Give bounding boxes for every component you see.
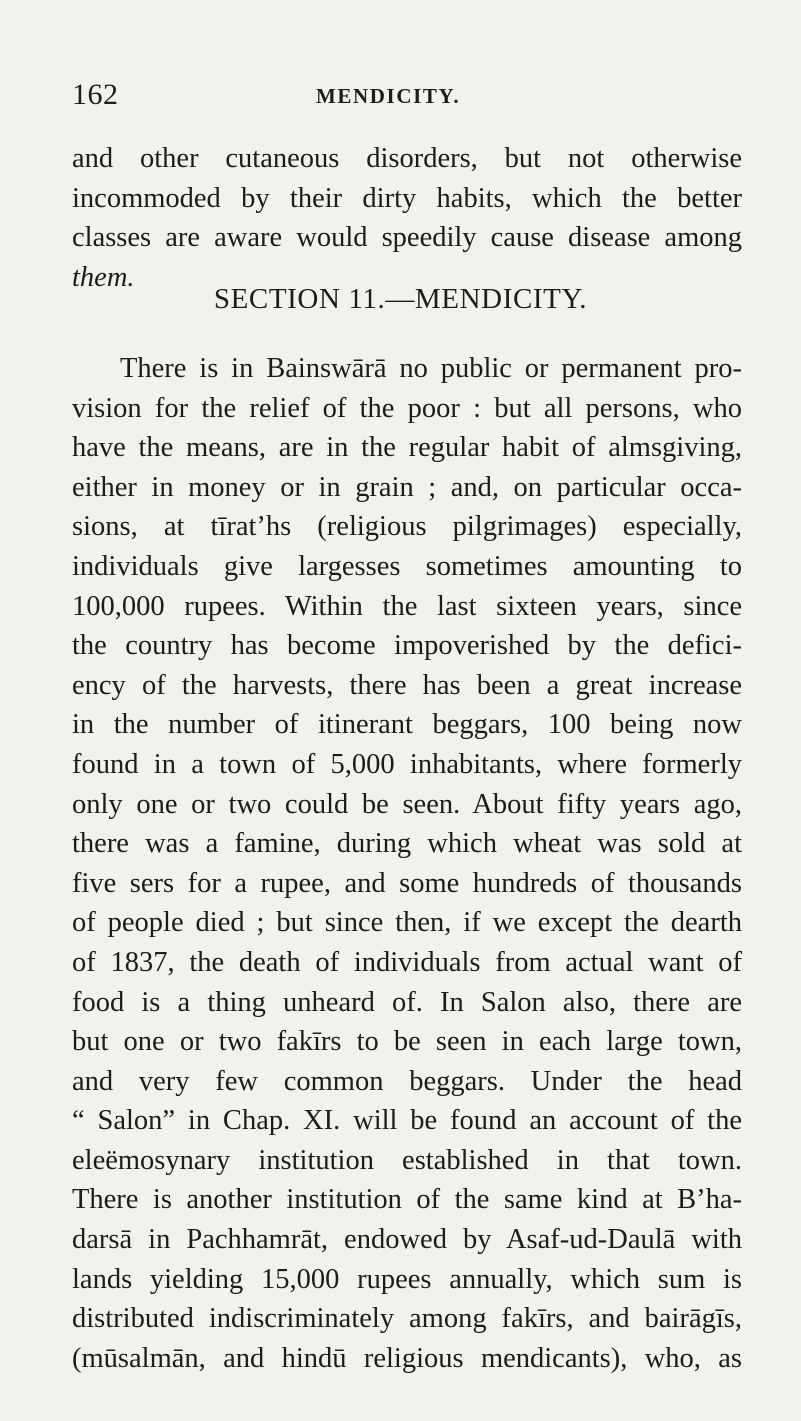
text-line: “ Salon” in Chap. XI. will be found an account of the [72, 1105, 742, 1137]
section-heading: SECTION 11.—MENDICITY. [213, 283, 588, 315]
text-line: lands yielding 15,000 rupees annually, which sum is [72, 1263, 742, 1295]
text-line: only one or two could be seen. About fifty years ago, [72, 788, 742, 820]
text-line: vision for the relief of the poor : but all persons, who [72, 392, 742, 424]
italic-word: them. [72, 261, 135, 293]
continuation-paragraph [72, 139, 742, 297]
text-line: individuals give largesses sometimes amounting to [72, 550, 742, 582]
text-line: found in a town of 5,000 inhabitants, where formerly [72, 748, 742, 780]
text-line: and very few common beggars. Under the head [72, 1065, 742, 1097]
text-line: eleëmosynary institution established in that town. [72, 1144, 742, 1176]
text-line: There is another institution of the same kind at B’ha- [72, 1184, 742, 1216]
text-line: (mūsalmān, and hindū religious mendicants), who, as [72, 1342, 742, 1374]
text-line: distributed indiscriminately among fakīrs, and bairāgīs, [72, 1303, 742, 1335]
text-line: There is in Bainswārā no public or permanent pro- [120, 353, 742, 384]
text-line: there was a famine, during which wheat was sold at [72, 828, 742, 860]
text-line: five sers for a rupee, and some hundreds of thousands [72, 867, 742, 899]
text-line: but one or two fakīrs to be seen in each large town, [72, 1026, 742, 1058]
page-number: 162 [72, 78, 119, 111]
text-line: 100,000 rupees. Within the last sixteen years, since [72, 590, 742, 622]
running-head [0, 78, 801, 118]
text-line: in the number of itinerant beggars, 100 being now [72, 709, 742, 741]
text-line: have the means, are in the regular habit of almsgiving, [72, 432, 742, 464]
running-title: MENDICITY. [316, 84, 461, 108]
text-line: darsā in Pachhamrāt, endowed by Asaf-ud-Daulā with [72, 1224, 742, 1256]
text-line: either in money or in grain ; and, on particular occa- [72, 471, 742, 503]
text-line: classes are aware would speedily cause disease among [72, 222, 742, 254]
section-paragraph [72, 349, 742, 1378]
text-line: the country has become impoverished by the defici- [72, 630, 742, 662]
text-line: incommoded by their dirty habits, which the better [72, 182, 742, 214]
text-line: of 1837, the death of individuals from actual want of [72, 946, 742, 978]
text-line: of people died ; but since then, if we except the dearth [72, 907, 742, 939]
text-line: food is a thing unheard of. In Salon also, there are [72, 986, 742, 1018]
text-line: and other cutaneous disorders, but not otherwise [72, 143, 742, 174]
text-line: sions, at tīrat’hs (religious pilgrimages) especially, [72, 511, 742, 543]
text-line: ency of the harvests, there has been a great increase [72, 669, 742, 701]
